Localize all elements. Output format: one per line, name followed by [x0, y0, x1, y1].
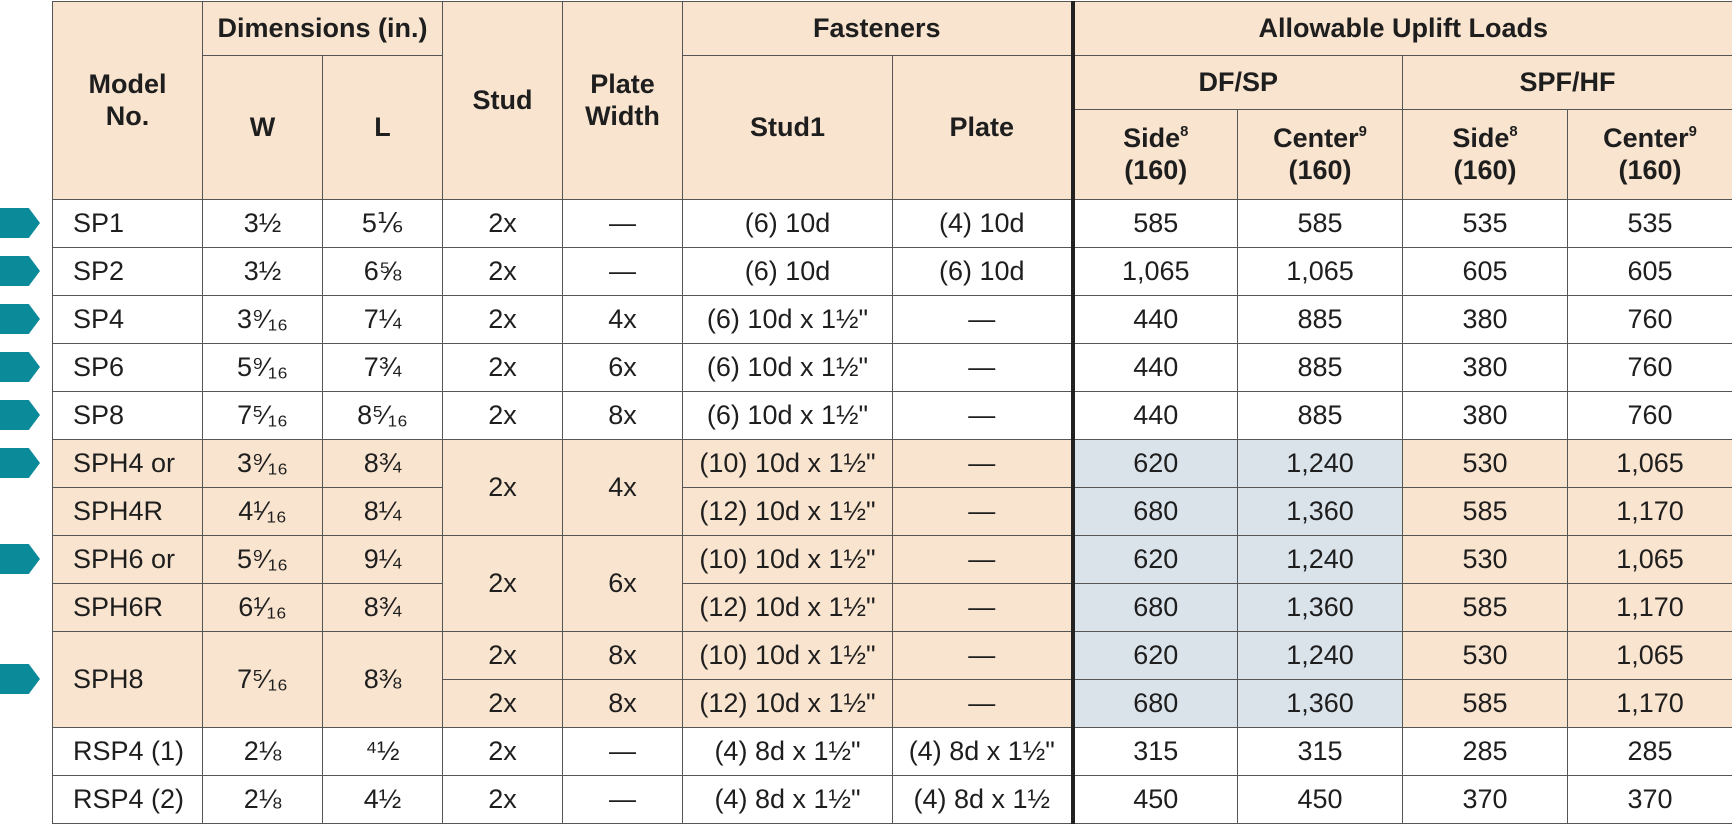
spf-center-cell: 1,170: [1568, 680, 1732, 728]
stud-cell: 2x: [443, 632, 563, 680]
stud-cell: 2x: [443, 776, 563, 824]
table-row: [53, 536, 1732, 584]
l-cell: 9¼: [323, 536, 443, 584]
df-side-cell: 680: [1073, 680, 1238, 728]
table-row: [53, 200, 1732, 248]
w-cell: 7⁵⁄₁₆: [203, 632, 323, 728]
df-side-cell: 315: [1073, 728, 1238, 776]
spf-side-cell: 370: [1403, 776, 1568, 824]
l-cell: 4½: [323, 776, 443, 824]
header-df-side: Side$^8$ (160): [1073, 110, 1238, 200]
df-center-cell: 1,360: [1238, 680, 1403, 728]
plate-fastener-cell: —: [893, 536, 1073, 584]
spf-center-cell: 760: [1568, 344, 1732, 392]
spf-center-cell: 1,170: [1568, 584, 1732, 632]
w-cell: 2⅛: [203, 728, 323, 776]
df-center-cell: 1,360: [1238, 488, 1403, 536]
df-center-cell: 1,065: [1238, 248, 1403, 296]
spf-center-cell: 1,065: [1568, 440, 1732, 488]
stud-cell: 2x: [443, 536, 563, 632]
plate-fastener-cell: (4) 8d x 1½": [893, 728, 1073, 776]
stud1-fastener-cell: (12) 10d x 1½": [683, 488, 893, 536]
l-cell: 8¼: [323, 488, 443, 536]
model-cell: SP4: [53, 296, 203, 344]
header-stud: Stud: [443, 2, 563, 200]
w-cell: 3⁹⁄₁₆: [203, 296, 323, 344]
stud1-fastener-cell: (6) 10d: [683, 248, 893, 296]
stud-cell: 2x: [443, 248, 563, 296]
df-center-cell: 1,240: [1238, 440, 1403, 488]
model-cell: SPH4R: [53, 488, 203, 536]
l-cell: 8⁵⁄₁₆: [323, 392, 443, 440]
header-dimensions: Dimensions (in.): [203, 2, 443, 56]
plate-width-cell: 6x: [563, 536, 683, 632]
stud1-fastener-cell: (6) 10d: [683, 200, 893, 248]
plate-width-cell: 4x: [563, 296, 683, 344]
teal-arrow-icon: [0, 400, 40, 430]
header-model-no: Model No.: [53, 2, 203, 200]
model-cell: SP6: [53, 344, 203, 392]
w-cell: 5⁹⁄₁₆: [203, 344, 323, 392]
l-cell: 7¾: [323, 344, 443, 392]
stud-cell: 2x: [443, 344, 563, 392]
df-side-cell: 620: [1073, 536, 1238, 584]
df-side-cell: 450: [1073, 776, 1238, 824]
df-side-cell: 440: [1073, 392, 1238, 440]
spf-side-cell: 535: [1403, 200, 1568, 248]
df-center-cell: 1,240: [1238, 632, 1403, 680]
w-cell: 3½: [203, 248, 323, 296]
table-row: [53, 776, 1732, 824]
w-cell: 6¹⁄₁₆: [203, 584, 323, 632]
df-side-cell: 440: [1073, 296, 1238, 344]
spf-center-cell: 285: [1568, 728, 1732, 776]
spf-center-cell: 605: [1568, 248, 1732, 296]
stud-cell: 2x: [443, 200, 563, 248]
model-cell: SPH4 or: [53, 440, 203, 488]
stud1-fastener-cell: (10) 10d x 1½": [683, 440, 893, 488]
plate-width-cell: 6x: [563, 344, 683, 392]
df-center-cell: 885: [1238, 296, 1403, 344]
model-cell: SPH6R: [53, 584, 203, 632]
spf-center-cell: 1,065: [1568, 536, 1732, 584]
df-side-cell: 440: [1073, 344, 1238, 392]
df-side-cell: 620: [1073, 440, 1238, 488]
plate-fastener-cell: —: [893, 296, 1073, 344]
plate-width-cell: 8x: [563, 632, 683, 680]
plate-fastener-cell: (6) 10d: [893, 248, 1073, 296]
teal-arrow-icon: [0, 664, 40, 694]
spf-side-cell: 285: [1403, 728, 1568, 776]
stud-cell: 2x: [443, 680, 563, 728]
plate-width-cell: —: [563, 248, 683, 296]
plate-fastener-cell: —: [893, 440, 1073, 488]
header-df-center: Center$^9$ (160): [1238, 110, 1403, 200]
teal-arrow-icon: [0, 352, 40, 382]
header-allowable-uplift-loads: Allowable Uplift Loads: [1073, 2, 1732, 56]
df-side-cell: 585: [1073, 200, 1238, 248]
plate-fastener-cell: (4) 8d x 1½: [893, 776, 1073, 824]
spf-center-cell: 760: [1568, 392, 1732, 440]
stud1-fastener-cell: (4) 8d x 1½": [683, 728, 893, 776]
l-cell: 7¼: [323, 296, 443, 344]
plate-fastener-cell: —: [893, 392, 1073, 440]
plate-width-cell: 8x: [563, 392, 683, 440]
plate-fastener-cell: —: [893, 488, 1073, 536]
teal-arrow-icon: [0, 304, 40, 334]
plate-width-cell: —: [563, 776, 683, 824]
stud-cell: 2x: [443, 392, 563, 440]
stud1-fastener-cell: (10) 10d x 1½": [683, 536, 893, 584]
header-plate-width: Plate Width: [563, 2, 683, 200]
plate-width-cell: 4x: [563, 440, 683, 536]
stud-cell: 2x: [443, 728, 563, 776]
w-cell: 3⁹⁄₁₆: [203, 440, 323, 488]
spf-center-cell: 370: [1568, 776, 1732, 824]
header-spf-side: Side$^8$ (160): [1403, 110, 1568, 200]
model-cell: SPH6 or: [53, 536, 203, 584]
plate-fastener-cell: —: [893, 344, 1073, 392]
df-center-cell: 450: [1238, 776, 1403, 824]
table-row: [53, 728, 1732, 776]
teal-arrow-icon: [0, 448, 40, 478]
plate-fastener-cell: —: [893, 584, 1073, 632]
plate-fastener-cell: —: [893, 680, 1073, 728]
stud1-fastener-cell: (12) 10d x 1½": [683, 680, 893, 728]
model-cell: RSP4 (1): [53, 728, 203, 776]
spf-side-cell: 380: [1403, 344, 1568, 392]
header-plate: Plate: [893, 56, 1073, 200]
plate-width-cell: —: [563, 728, 683, 776]
plate-width-cell: 8x: [563, 680, 683, 728]
spf-side-cell: 585: [1403, 584, 1568, 632]
w-cell: 3½: [203, 200, 323, 248]
model-cell: SPH8: [53, 632, 203, 728]
table-row: [53, 632, 1732, 680]
l-cell: 8¾: [323, 440, 443, 488]
model-cell: SP1: [53, 200, 203, 248]
model-cell: SP8: [53, 392, 203, 440]
header-spf-hf: SPF/HF: [1403, 56, 1732, 110]
table-row: [53, 344, 1732, 392]
df-center-cell: 315: [1238, 728, 1403, 776]
teal-arrow-icon: [0, 208, 40, 238]
stud-cell: 2x: [443, 296, 563, 344]
connector-spec-table: [52, 1, 1732, 824]
header-l: L: [323, 56, 443, 200]
spf-side-cell: 605: [1403, 248, 1568, 296]
df-center-cell: 1,360: [1238, 584, 1403, 632]
stud1-fastener-cell: (4) 8d x 1½": [683, 776, 893, 824]
plate-width-cell: —: [563, 200, 683, 248]
model-cell: SP2: [53, 248, 203, 296]
l-cell: 6⅝: [323, 248, 443, 296]
spf-center-cell: 535: [1568, 200, 1732, 248]
df-center-cell: 1,240: [1238, 536, 1403, 584]
df-center-cell: 885: [1238, 344, 1403, 392]
spf-side-cell: 530: [1403, 536, 1568, 584]
spf-side-cell: 585: [1403, 680, 1568, 728]
table-row: [53, 584, 1732, 632]
df-side-cell: 680: [1073, 488, 1238, 536]
l-cell: 8⅜: [323, 632, 443, 728]
table-row: [53, 296, 1732, 344]
stud1-fastener-cell: (6) 10d x 1½": [683, 392, 893, 440]
w-cell: 5⁹⁄₁₆: [203, 536, 323, 584]
header-df-sp: DF/SP: [1073, 56, 1403, 110]
stud1-fastener-cell: (6) 10d x 1½": [683, 344, 893, 392]
spf-side-cell: 530: [1403, 632, 1568, 680]
table-row: [53, 392, 1732, 440]
stud-cell: 2x: [443, 440, 563, 536]
df-center-cell: 585: [1238, 200, 1403, 248]
stud1-fastener-cell: (6) 10d x 1½": [683, 296, 893, 344]
l-cell: ⁴½: [323, 728, 443, 776]
header-w: W: [203, 56, 323, 200]
header-fasteners: Fasteners: [683, 2, 1073, 56]
header-spf-center: Center$^9$ (160): [1568, 110, 1732, 200]
table-row: [53, 488, 1732, 536]
teal-arrow-icon: [0, 256, 40, 286]
df-side-cell: 1,065: [1073, 248, 1238, 296]
w-cell: 2⅛: [203, 776, 323, 824]
teal-arrow-icon: [0, 544, 40, 574]
spf-center-cell: 1,065: [1568, 632, 1732, 680]
w-cell: 7⁵⁄₁₆: [203, 392, 323, 440]
table-row: [53, 440, 1732, 488]
spf-side-cell: 585: [1403, 488, 1568, 536]
spf-center-cell: 760: [1568, 296, 1732, 344]
plate-fastener-cell: (4) 10d: [893, 200, 1073, 248]
plate-fastener-cell: —: [893, 632, 1073, 680]
spf-center-cell: 1,170: [1568, 488, 1732, 536]
df-side-cell: 620: [1073, 632, 1238, 680]
model-cell: RSP4 (2): [53, 776, 203, 824]
spf-side-cell: 380: [1403, 392, 1568, 440]
l-cell: 5⅙: [323, 200, 443, 248]
spf-side-cell: 530: [1403, 440, 1568, 488]
header-stud1: Stud1: [683, 56, 893, 200]
df-side-cell: 680: [1073, 584, 1238, 632]
stud1-fastener-cell: (12) 10d x 1½": [683, 584, 893, 632]
w-cell: 4¹⁄₁₆: [203, 488, 323, 536]
l-cell: 8¾: [323, 584, 443, 632]
stud1-fastener-cell: (10) 10d x 1½": [683, 632, 893, 680]
spf-side-cell: 380: [1403, 296, 1568, 344]
table-row: [53, 248, 1732, 296]
df-center-cell: 885: [1238, 392, 1403, 440]
